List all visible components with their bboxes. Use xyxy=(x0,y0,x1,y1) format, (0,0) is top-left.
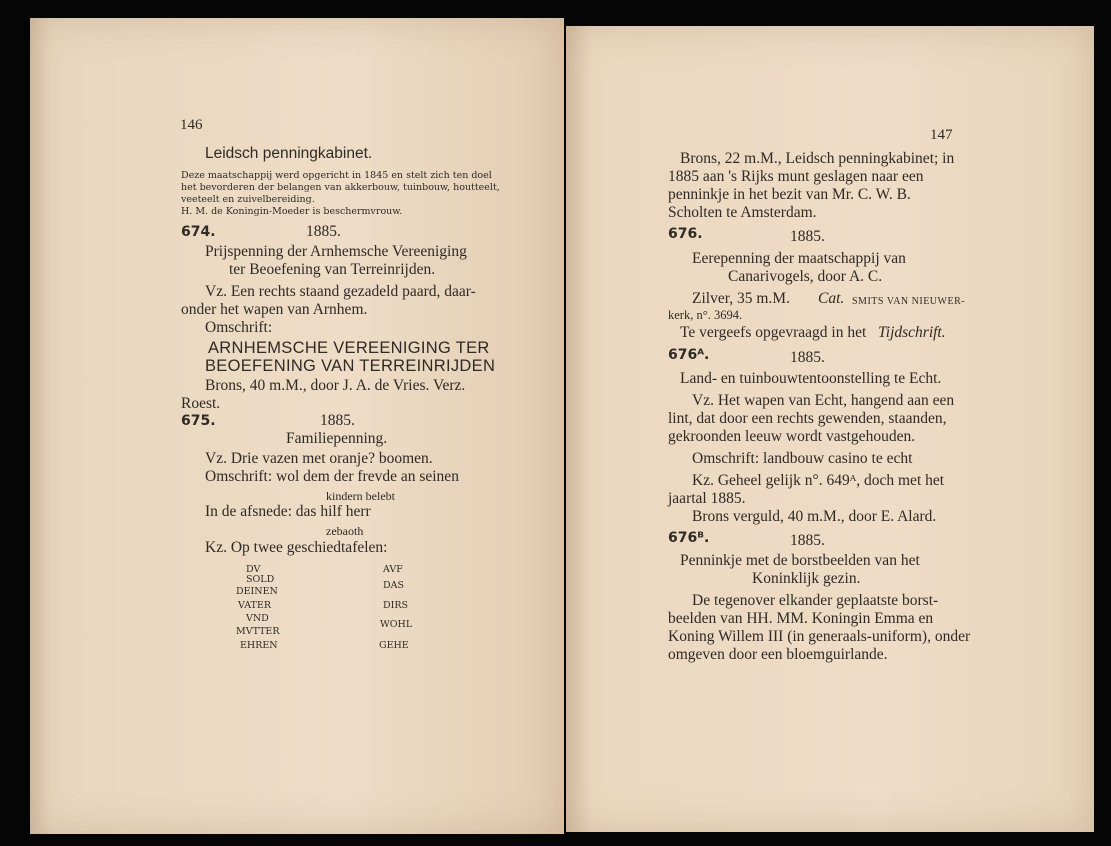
left-heading: Leidsch penningkabinet. xyxy=(205,145,373,162)
entry-676-te-vergeefs-b: Tijdschrift. xyxy=(878,324,946,341)
entry-676a-number: 676ᴬ. xyxy=(668,347,710,363)
table-col-a-1: DV xyxy=(246,564,261,575)
entry-676a-brons: Brons verguld, 40 m.M., door E. Alard. xyxy=(692,508,937,525)
left-page xyxy=(30,18,564,834)
entry-675-omschrift-2: kindern belebt xyxy=(326,489,395,503)
note-line-2: het bevorderen der belangen van akkerbouw, tuinbouw, houtteelt, xyxy=(181,182,500,193)
entry-676b-year: 1885. xyxy=(790,532,825,549)
entry-676-zilver-c: SMITS VAN NIEUWER- xyxy=(852,296,966,307)
entry-676b-desc-1: De tegenover elkander geplaatste borst- xyxy=(692,592,939,609)
entry-674-vz-1: Vz. Een rechts staand gezadeld paard, daar- xyxy=(205,283,476,300)
cont-line-2: 1885 aan 's Rijks munt geslagen naar een xyxy=(668,168,924,185)
note-line-4: H. M. de Koningin-Moeder is beschermvrouw. xyxy=(181,206,403,217)
table-col-a-5: VND xyxy=(246,613,269,624)
table-col-b-1: AVF xyxy=(383,564,403,575)
entry-676a-year: 1885. xyxy=(790,349,825,366)
entry-675-title: Familiepenning. xyxy=(286,430,388,447)
table-col-b-2: DAS xyxy=(383,580,404,591)
entry-676-te-vergeefs-a: Te vergeefs opgevraagd in het xyxy=(680,324,867,341)
cont-line-4: Scholten te Amsterdam. xyxy=(668,204,817,221)
entry-676a-vz-2: lint, dat door een rechts gewenden, staanden, xyxy=(668,410,947,427)
entry-676a-kz-2: jaartal 1885. xyxy=(668,490,746,507)
table-col-a-3: DEINEN xyxy=(236,586,278,597)
entry-676b-desc-3: Koning Willem III (in generaals-uniform), onder xyxy=(668,628,971,645)
table-col-b-5: GEHE xyxy=(379,640,409,651)
table-col-b-4: WOHL xyxy=(380,619,413,630)
entry-675-afsnede-1: In de afsnede: das hilf herr xyxy=(205,503,371,520)
entry-676b-title-1: Penninkje met de borstbeelden van het xyxy=(680,552,920,569)
entry-676a-vz-1: Vz. Het wapen van Echt, hangend aan een xyxy=(692,392,955,409)
note-line-1: Deze maatschappij werd opgericht in 1845 en stelt zich ten doel xyxy=(181,170,492,181)
entry-676a-vz-3: gekroonden leeuw wordt vastgehouden. xyxy=(668,428,916,445)
table-col-a-4: VATER xyxy=(238,600,271,611)
entry-676b-desc-4: omgeven door een bloemguirlande. xyxy=(668,646,888,663)
entry-675-afsnede-2: zebaoth xyxy=(326,524,364,538)
entry-674-number: 674. xyxy=(181,224,216,240)
entry-676a-title: Land- en tuinbouwtentoonstelling te Echt. xyxy=(680,370,942,387)
entry-676-year: 1885. xyxy=(790,228,825,245)
right-page-number: 147 xyxy=(930,127,953,143)
entry-676-title-2: Canarivogels, door A. C. xyxy=(728,268,883,285)
entry-676-zilver-b: Cat. xyxy=(818,290,845,307)
entry-675-number: 675. xyxy=(181,413,216,429)
entry-676a-omschrift: Omschrift: landbouw casino te echt xyxy=(692,450,913,467)
entry-674-title-1: Prijspenning der Arnhemsche Vereeniging xyxy=(205,243,467,260)
entry-674-inscription-1: ARNHEMSCHE VEREENIGING TER xyxy=(208,339,490,357)
entry-676-number: 676. xyxy=(668,226,703,242)
entry-674-vz-2: onder het wapen van Arnhem. xyxy=(181,301,368,318)
entry-674-inscription-2: BEOEFENING VAN TERREINRIJDEN xyxy=(205,357,496,375)
entry-675-vz: Vz. Drie vazen met oranje? boomen. xyxy=(205,450,433,467)
entry-675-kz: Kz. Op twee geschiedtafelen: xyxy=(205,539,388,556)
entry-675-year: 1885. xyxy=(320,412,355,429)
table-col-a-2: SOLD xyxy=(246,574,275,585)
entry-676-kerk: kerk, n°. 3694. xyxy=(668,308,743,322)
entry-674-brons-2: Roest. xyxy=(181,395,221,412)
table-col-a-6: MVTTER xyxy=(236,626,280,637)
entry-674-year: 1885. xyxy=(306,223,341,240)
entry-676b-number: 676ᴮ. xyxy=(668,530,710,546)
entry-674-brons-1: Brons, 40 m.M., door J. A. de Vries. Verz. xyxy=(205,377,466,394)
entry-674-omschrift: Omschrift: xyxy=(205,319,273,336)
entry-674-title-2: ter Beoefening van Terreinrijden. xyxy=(229,261,436,278)
note-line-3: veeteelt en zuivelbereiding. xyxy=(181,194,315,205)
entry-676-zilver-a: Zilver, 35 m.M. xyxy=(692,290,790,307)
left-page-number: 146 xyxy=(180,117,203,133)
entry-676b-title-2: Koninklijk gezin. xyxy=(752,570,861,587)
table-col-b-3: DIRS xyxy=(383,600,409,611)
entry-675-omschrift-1: Omschrift: wol dem der frevde an seinen xyxy=(205,468,459,485)
entry-676-title-1: Eerepenning der maatschappij van xyxy=(692,250,906,267)
table-col-a-7: EHREN xyxy=(240,640,278,651)
cont-line-3: penninkje in het bezit van Mr. C. W. B. xyxy=(668,186,911,203)
entry-676b-desc-2: beelden van HH. MM. Koningin Emma en xyxy=(668,610,934,627)
cont-line-1: Brons, 22 m.M., Leidsch penningkabinet; in xyxy=(680,150,955,167)
entry-676a-kz-1: Kz. Geheel gelijk n°. 649ᴬ, doch met het xyxy=(692,472,945,489)
